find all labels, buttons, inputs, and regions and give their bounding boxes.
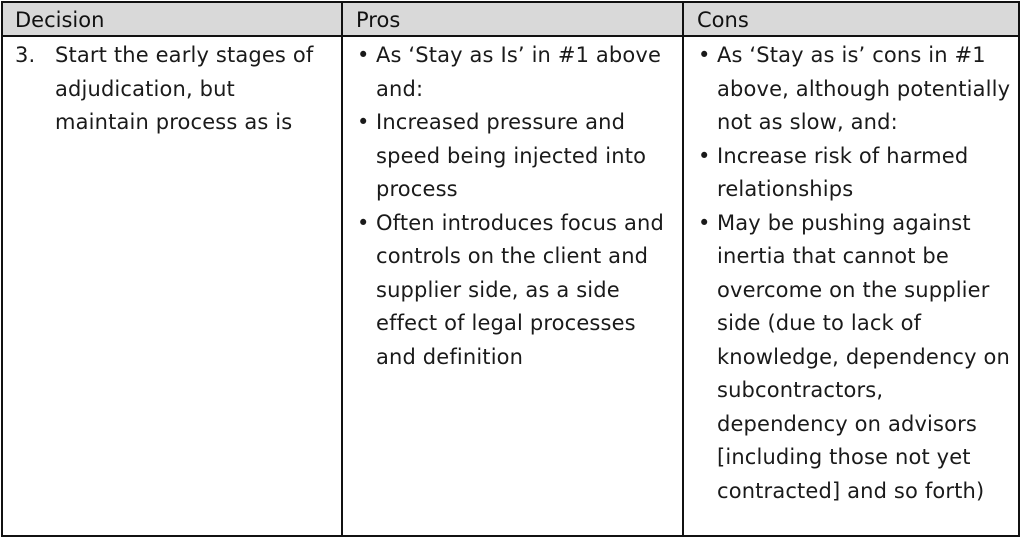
pros-item: • Often introduces focus and controls on the client and supplier side, as a side effect of legal processes and definition	[356, 207, 681, 375]
column-divider	[341, 3, 343, 535]
decision-cell	[15, 39, 335, 140]
pros-cell	[356, 39, 681, 374]
row-number: 3.	[15, 43, 36, 67]
cons-cell	[697, 39, 1015, 508]
cons-item: • May be pushing against inertia that cannot be overcome on the supplier side (due to lack of knowledge, dependency on subcontractors, dependency on advisors [including those not yet contracted] and so forth)	[697, 207, 1015, 509]
header-decision: Decision	[15, 8, 105, 32]
pros-list	[356, 39, 681, 374]
pros-item: • Increased pressure and speed being injected into process	[356, 106, 681, 207]
table-header-row	[3, 3, 1018, 37]
cons-item: • As ‘Stay as is’ cons in #1 above, although potentially not as slow, and:	[697, 39, 1015, 140]
cons-list	[697, 39, 1015, 508]
header-cons: Cons	[697, 8, 749, 32]
decision-table	[1, 1, 1020, 537]
column-divider	[682, 3, 684, 535]
pros-item: • As ‘Stay as Is’ in #1 above and:	[356, 39, 681, 106]
cons-item: • Increase risk of harmed relationships	[697, 140, 1015, 207]
header-pros: Pros	[356, 8, 401, 32]
decision-text: Start the early stages of adjudication, but maintain process as is	[55, 43, 314, 134]
